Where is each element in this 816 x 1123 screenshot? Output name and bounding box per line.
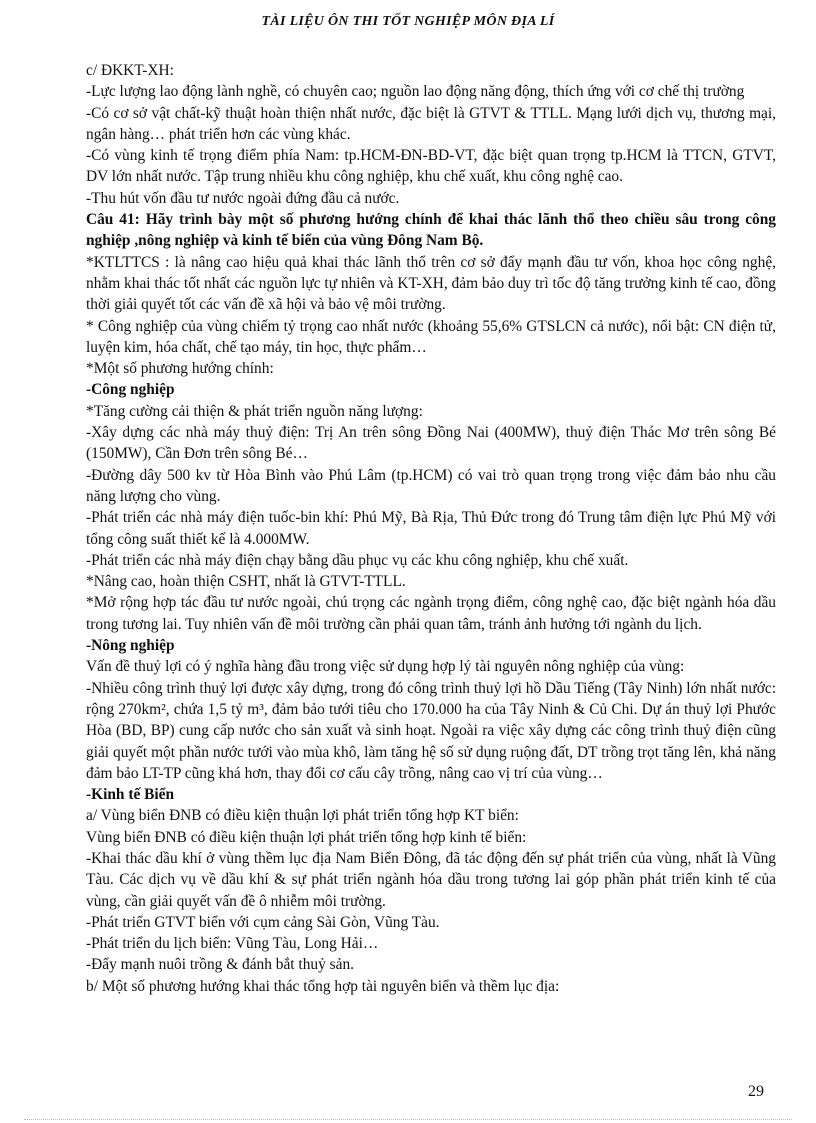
- paragraph: -Phát triển du lịch biển: Vũng Tàu, Long Hải…: [86, 935, 379, 953]
- page-number: 29: [748, 1083, 764, 1100]
- paragraph: -Có vùng kinh tế trọng điểm phía Nam: tp.HCM-ĐN-BD-VT, đặc biệt quan trọng tp.HCM là TTCN, GTVT, DV lớn nhất nước. Tập trung nhiều khu công nghiệp, khu chế xuất, khu công nghệ cao.: [86, 147, 776, 186]
- paragraph: -Xây dựng các nhà máy thuỷ điện: Trị An trên sông Đồng Nai (400MW), thuỷ điện Thác Mơ trên sông Bé (150MW), Cần Đơn trên sông Bé…: [86, 424, 776, 463]
- paragraph: Vùng biển ĐNB có điều kiện thuận lợi phát triển tổng hợp kinh tế biển:: [86, 828, 527, 846]
- paragraph: c/ ĐKKT-XH:: [86, 62, 174, 79]
- paragraph: -Khai thác dầu khí ở vùng thềm lục địa Nam Biển Đông, đã tác động đến sự phát triển của vùng, nhất là Vũng Tàu. Các dịch vụ về dầu khí & sự phát triển ngành hóa dầu trong tương lai góp phần phát triển kinh tế của vùng, cần giải quyết vấn đề ô nhiễm môi trường.: [86, 849, 776, 910]
- paragraph: -Phát triển các nhà máy điện chạy bằng dầu phục vụ các khu công nghiệp, khu chế xuất.: [86, 551, 629, 569]
- paragraph: *Nâng cao, hoàn thiện CSHT, nhất là GTVT-TTLL.: [86, 573, 406, 591]
- paragraph: -Lực lượng lao động lành nghề, có chuyên cao; nguồn lao động năng động, thích ứng với cơ chế thị trường: [86, 83, 745, 101]
- paragraph: -Nhiều công trình thuỷ lợi được xây dựng, trong đó công trình thuỷ lợi hồ Dầu Tiếng (Tây Ninh) lớn nhất nước: rộng 270km², chứa 1,5 tỷ m³, đảm bảo tưới tiêu cho 170.000 ha của Tây Ninh & Củ Chi. Dự án thuỷ lợi Phước Hòa (BD, BP) cung cấp nước cho sản xuất và sinh hoạt. Ngoài ra việc xây dựng các công trình thuỷ điện cũng giải quyết một phần nước tưới vào mùa khô, làm tăng hệ số sử dụng ruộng đất, DT trồng trọt tăng lên, khả năng đảm bảo LT-TP cũng khá hơn, thay đổi cơ cấu cây trồng, nâng cao vị trí của vùng…: [86, 679, 776, 782]
- question-heading: Câu 41: Hãy trình bày một số phương hướng chính để khai thác lãnh thổ theo chiều sâu trong công nghiệp ,nông nghiệp và kinh tế biển của vùng Đông Nam Bộ.: [86, 211, 776, 250]
- paragraph: *Mở rộng hợp tác đầu tư nước ngoài, chú trọng các ngành trọng điểm, công nghệ cao, đặc biệt ngành hóa dầu trong tương lai. Tuy nhiên vấn đề môi trường cần phải quan tâm, tránh ảnh hưởng tới ngành du lịch.: [86, 594, 776, 633]
- page-bottom-divider: [24, 1119, 792, 1120]
- paragraph: *Tăng cường cải thiện & phát triển nguồn năng lượng:: [86, 402, 423, 420]
- page-header: TÀI LIỆU ÔN THI TỐT NGHIỆP MÔN ĐỊA LÍ: [261, 14, 555, 29]
- paragraph: -Đẩy mạnh nuôi trồng & đánh bắt thuỷ sản.: [86, 956, 355, 974]
- paragraph: -Có cơ sở vật chất-kỹ thuật hoàn thiện nhất nước, đặc biệt là GTVT & TTLL. Mạng lưới dịch vụ, thương mại, ngân hàng… phát triển hơn các vùng khác.: [86, 104, 776, 143]
- section-heading-marine-economy: -Kinh tế Biển: [86, 786, 175, 804]
- paragraph: a/ Vùng biển ĐNB có điều kiện thuận lợi phát triển tổng hợp KT biển:: [86, 807, 519, 825]
- paragraph: Vấn đề thuỷ lợi có ý nghĩa hàng đầu trong việc sử dụng hợp lý tài nguyên nông nghiệp của vùng:: [86, 658, 685, 676]
- paragraph: *KTLTTCS : là nâng cao hiệu quả khai thác lãnh thổ trên cơ sở đẩy mạnh đầu tư vốn, khoa học công nghệ, nhằm khai thác tốt nhất các nguồn lực tự nhiên và KT-XH, đảm bảo duy trì tốc độ tăng trưởng kinh tế cao, đồng thời giải quyết tốt các vấn đề xã hội và bảo vệ môi trường.: [86, 253, 776, 314]
- document-body: [86, 60, 776, 997]
- paragraph: -Phát triển GTVT biển với cụm cảng Sài Gòn, Vũng Tàu.: [86, 913, 440, 931]
- paragraph: -Phát triển các nhà máy điện tuốc-bin khí: Phú Mỹ, Bà Rịa, Thủ Đức trong đó Trung tâm điện lực Phú Mỹ với tổng công suất thiết kế là 4.000MW.: [86, 509, 776, 548]
- paragraph: -Đường dây 500 kv từ Hòa Bình vào Phú Lâm (tp.HCM) có vai trò quan trọng trong việc đảm bảo nhu cầu năng lượng cho vùng.: [86, 466, 776, 505]
- paragraph: * Công nghiệp của vùng chiếm tỷ trọng cao nhất nước (khoảng 55,6% GTSLCN cả nước), nổi bật: CN điện tử, luyện kim, hóa chất, chế tạo máy, tin học, thực phẩm…: [86, 317, 776, 356]
- paragraph: b/ Một số phương hướng khai thác tổng hợp tài nguyên biển và thềm lục địa:: [86, 977, 560, 995]
- paragraph: -Thu hút vốn đầu tư nước ngoài đứng đầu cả nước.: [86, 189, 400, 207]
- paragraph: *Một số phương hướng chính:: [86, 360, 274, 378]
- section-heading-industry: -Công nghiệp: [86, 381, 175, 399]
- section-heading-agriculture: -Nông nghiệp: [86, 637, 175, 655]
